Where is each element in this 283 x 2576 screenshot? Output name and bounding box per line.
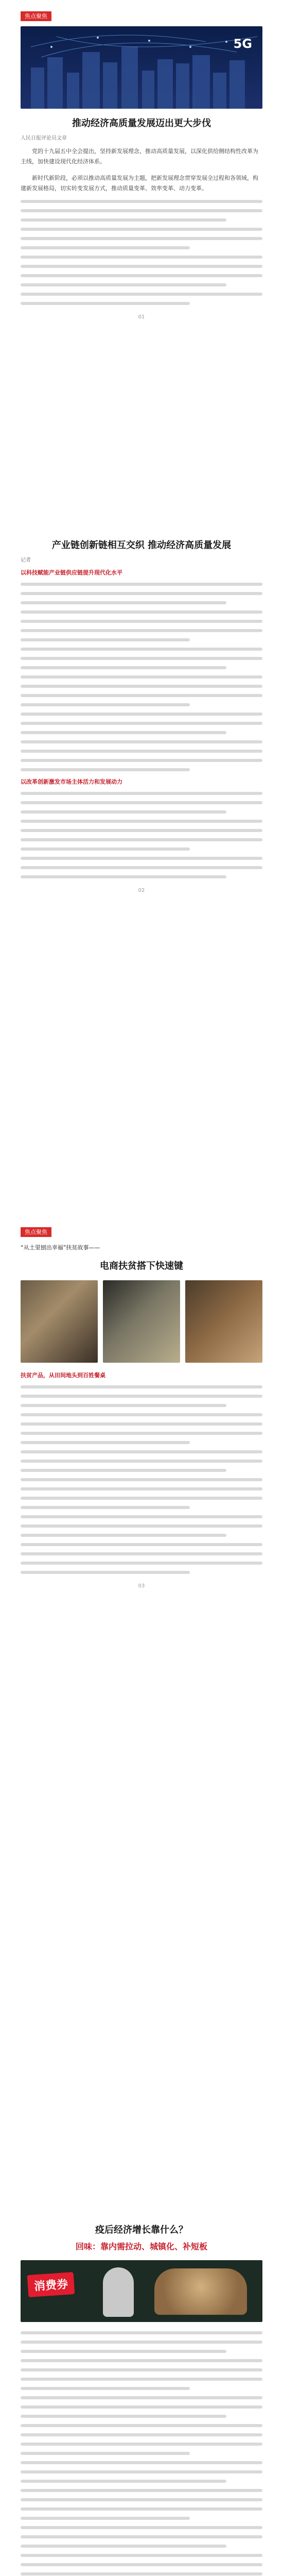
hero-image — [21, 26, 262, 109]
consumer-voucher-label: 消费券 — [27, 2272, 75, 2297]
text-lines — [21, 1385, 262, 1574]
article-title: 产业链创新链相互交织 推动经济高质量发展 — [51, 540, 232, 551]
section-4 — [21, 2215, 262, 2576]
article-title: 疫后经济增长靠什么？ — [95, 2225, 188, 2235]
photo-3 — [185, 1280, 262, 1363]
person-figure — [103, 2267, 134, 2317]
city-network-illustration — [21, 26, 262, 109]
text-lines — [21, 2331, 262, 2576]
article-title: 电商扶贫搭下快速键 — [100, 1261, 183, 1272]
section-2 — [21, 531, 262, 893]
photo-row — [21, 1280, 262, 1363]
consumer-illustration — [21, 2260, 262, 2322]
red-heading: 以改革创新激发市场主体活力和发展动力 — [21, 778, 122, 785]
text-lines — [21, 583, 262, 771]
section-1 — [21, 10, 262, 320]
article-subtitle: 回味：靠内需拉动、城镇化、补短板 — [75, 2242, 207, 2251]
article-byline: 人民日报评论员文章 — [21, 135, 67, 141]
article-byline: 记者 — [21, 557, 31, 563]
photo-1 — [21, 1280, 98, 1363]
page-number: 02 — [138, 888, 145, 893]
five-g-badge: 5G — [233, 37, 252, 51]
page-number: 03 — [138, 1583, 145, 1589]
quote-line: “从土里刨出幸福”扶贫故事—— — [21, 1244, 100, 1251]
paragraph: 新时代新阶段，必须以推动高质量发展为主题，把新发展理念贯穿发展全过程和各领域，构建新发展格局，切实转变发展方式，推动质量变革、效率变革、动力变革。 — [21, 175, 258, 192]
text-lines — [21, 792, 262, 878]
red-heading: 以科技赋能产业链供应链提升现代化水平 — [21, 569, 122, 576]
page-number: 01 — [138, 314, 145, 320]
photo-caption: 扶贫产品，从田间地头到百姓餐桌 — [21, 1372, 105, 1379]
section-tag: 焦点聚焦 — [21, 1227, 51, 1237]
text-lines — [21, 200, 262, 305]
photo-2 — [103, 1280, 180, 1363]
section-3 — [21, 1226, 262, 1589]
paragraph: 党的十九届五中全会提出，坚持新发展理念，推动高质量发展，以深化供给侧结构性改革为主线，加快建设现代化经济体系。 — [21, 148, 258, 165]
money-bag-illustration — [154, 2268, 247, 2315]
section-tag: 焦点聚焦 — [21, 11, 51, 21]
article-title: 推动经济高质量发展迈出更大步伐 — [72, 118, 211, 129]
